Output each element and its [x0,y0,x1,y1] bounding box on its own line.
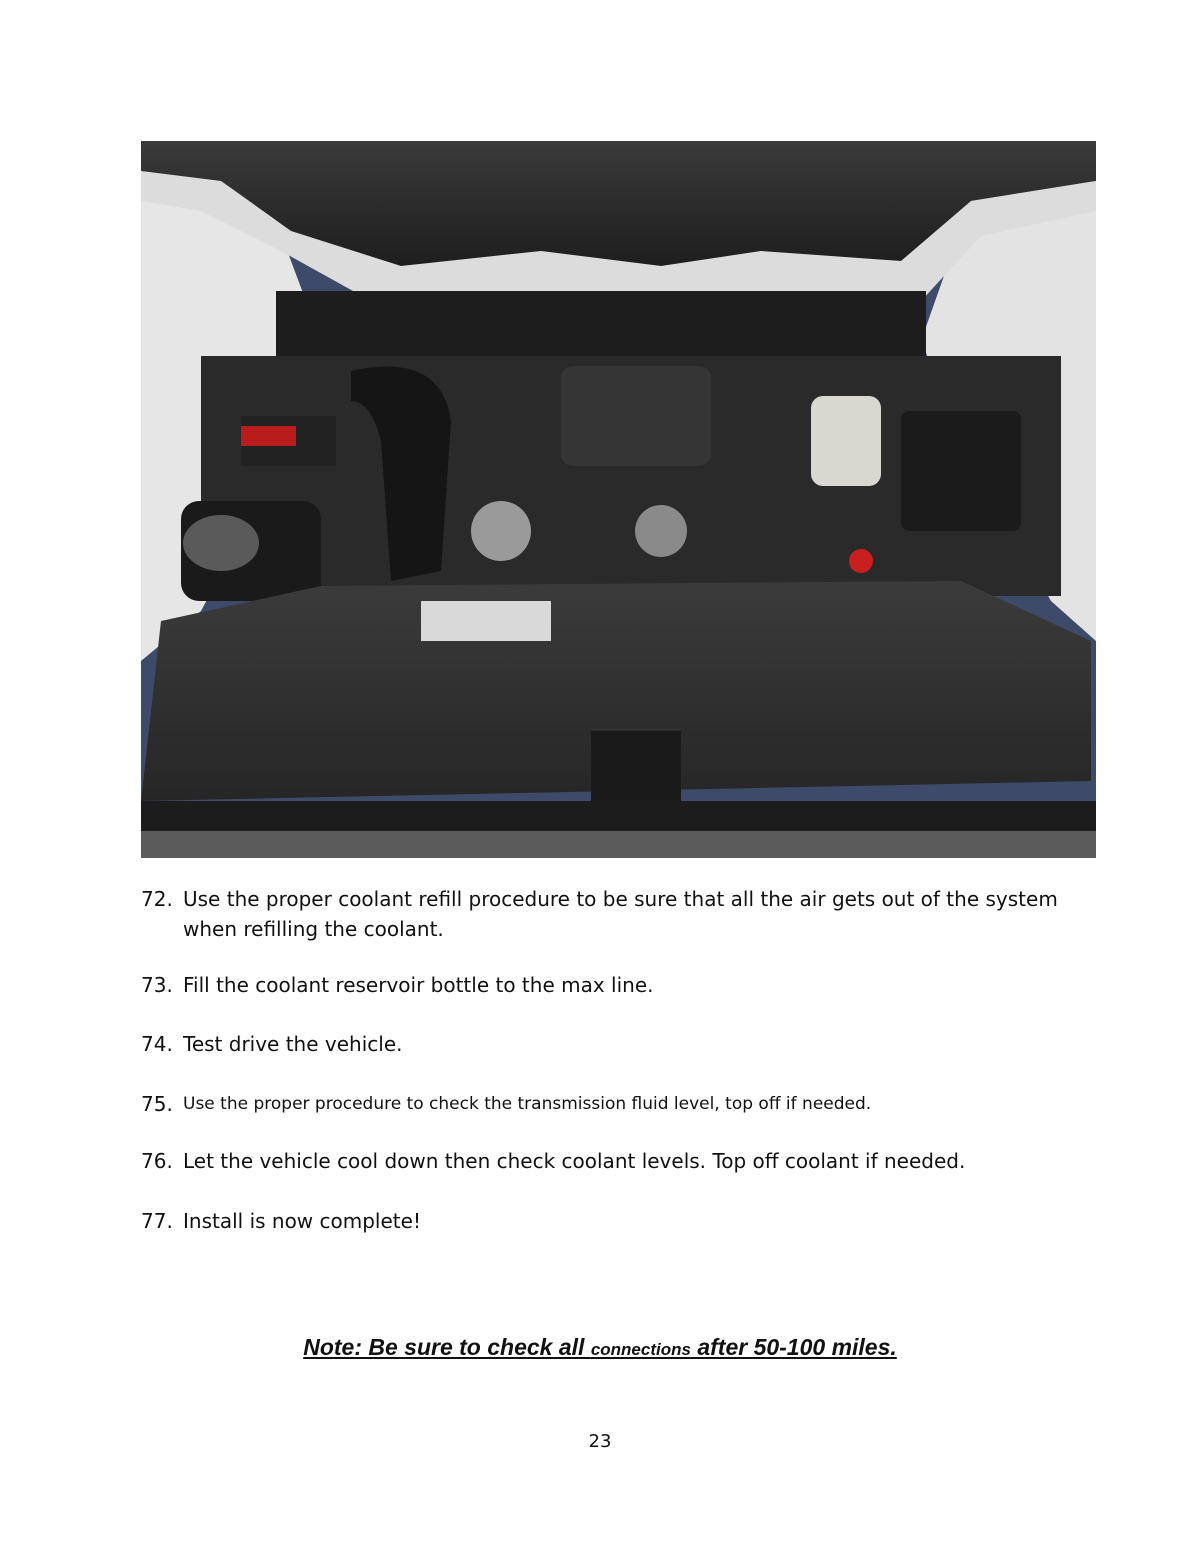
note-text [0,1334,1200,1361]
step-text: Let the vehicle cool down then check coolant levels. Top off coolant if needed. [183,1149,966,1173]
step-text: Install is now complete! [183,1209,421,1233]
step-number: 73. [141,973,173,997]
step-number: 74. [141,1032,173,1056]
step-text: Use the proper procedure to check the transmission fluid level, top off if needed. [183,1094,872,1114]
step-number: 75. [141,1092,173,1116]
note-part-2: connections [590,1340,691,1359]
step-text: Fill the coolant reservoir bottle to the max line. [183,973,654,997]
step-text: Use the proper coolant refill procedure to be sure that all the air gets out of the system when refilling the coolant. [183,887,1058,941]
note-part-1: Note: Be sure to check all [303,1334,591,1360]
page-number: 23 [588,1431,612,1452]
step-text: Test drive the vehicle. [183,1032,403,1056]
step-number: 72. [141,887,173,911]
engine-bay-photo [141,141,1096,858]
note-part-3: after 50-100 miles. [690,1334,897,1360]
step-number: 76. [141,1149,173,1173]
step-number: 77. [141,1209,173,1233]
